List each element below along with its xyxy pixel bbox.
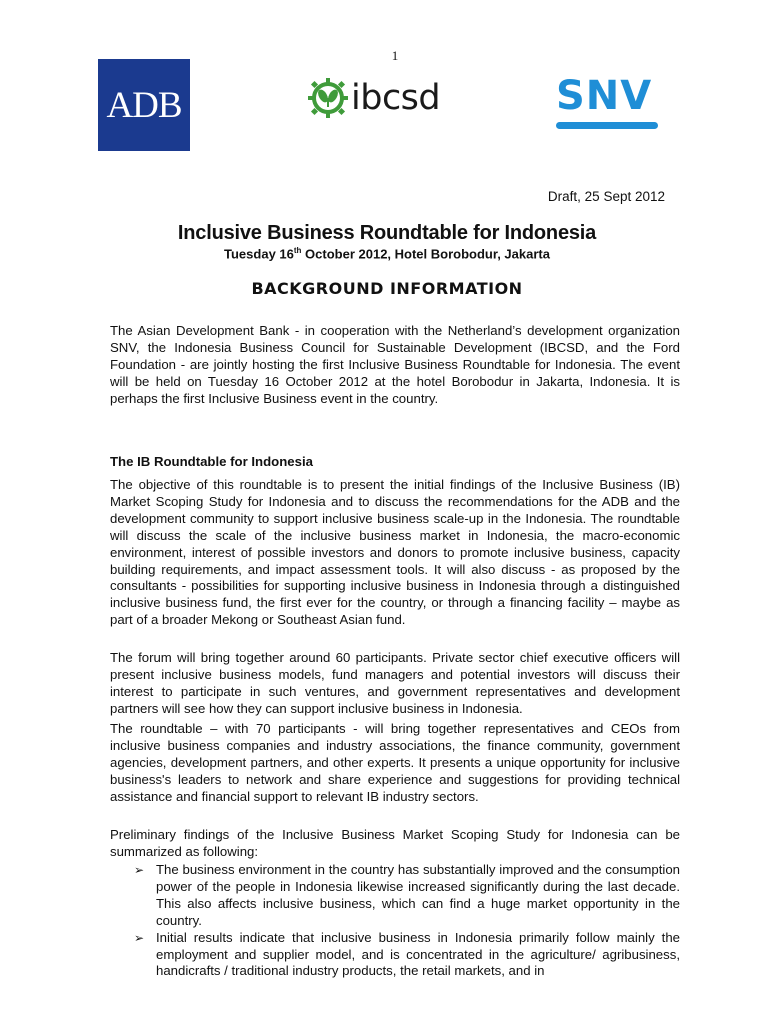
draft-date: Draft, 25 Sept 2012	[547, 189, 665, 204]
list-item-text: The business environment in the country has substantially improved and the consumption power of the people in Indonesia likewise increased significantly during the last decade. This also affects inclusive business, which can find a huge market opportunity in the country.	[156, 862, 680, 928]
event-details-ordinal: th	[293, 246, 302, 255]
snv-logo	[556, 74, 662, 129]
objective-paragraph: The objective of this roundtable is to present the initial findings of the Inclusive Business (IB) Market Scoping Study for Indonesia and to discuss the recommendations for the ADB and the development community to support inclusive business scale-up in the Indonesia. The roundtable will discuss the scale of the inclusive business market in Indonesia, the macro-economic environment, interest of possible investors and donors to promote inclusive business, capacity building requirements, and impact assessment tools. It will also discuss - as proposed by the consultants - possibilities for supporting inclusive business in Indonesia through a distinguished inclusive business fund, the first ever for the country, or through a financing facility – maybe as part of a broader Mekong or Southeast Asian fund.	[110, 477, 680, 628]
roundtable-paragraph: The roundtable – with 70 participants - will bring together representatives and CEOs from inclusive business companies and industry associations, the finance community, government agencies, development partners, and other experts. It presents a unique opportunity for inclusive business's leaders to network and share experience and suggestions for providing technical assistance and financial support to relevant IB industry sectors.	[110, 721, 680, 804]
arrow-bullet-icon: ➢	[134, 863, 145, 877]
list-item	[134, 862, 680, 930]
ibcsd-logo-text: ibcsd	[351, 78, 441, 118]
ib-roundtable-heading: The IB Roundtable for Indonesia	[110, 454, 313, 469]
list-item-text: Initial results indicate that inclusive business in Indonesia primarily follow mainly the employment and supplier model, and is concentrated in the agriculture/ agribusiness, handicrafts / traditional industry products, the retail markets, and in	[156, 929, 680, 979]
ibcsd-gear-leaf-icon	[306, 76, 350, 120]
snv-logo-text: SNV	[556, 73, 653, 119]
preliminary-findings-paragraph: Preliminary findings of the Inclusive Business Market Scoping Study for Indonesia can be summarized as following:	[110, 827, 680, 859]
ibcsd-logo	[306, 72, 440, 124]
arrow-bullet-icon: ➢	[134, 930, 145, 945]
findings-list	[134, 862, 680, 980]
list-item	[134, 930, 680, 981]
adb-logo-text: ADB	[106, 84, 182, 126]
event-details-suffix: October 2012, Hotel Borobodur, Jakarta	[301, 246, 550, 262]
document-title: Inclusive Business Roundtable for Indonesia	[177, 222, 597, 244]
event-details-prefix: Tuesday 16	[224, 246, 294, 262]
event-details	[0, 246, 768, 261]
adb-logo	[98, 59, 190, 151]
section-heading: BACKGROUND INFORMATION	[251, 279, 523, 298]
intro-paragraph: The Asian Development Bank - in cooperation with the Netherland’s development organization SNV, the Indonesia Business Council for Sustainable Development (IBCSD, and the Ford Foundation - are jointly hosting the first Inclusive Business Roundtable for Indonesia. The event will be held on Tuesday 16 October 2012 at the hotel Borobodur in Jakarta, Indonesia. It is perhaps the first Inclusive Business event in the country.	[110, 323, 680, 406]
page-number: 1	[391, 48, 399, 63]
snv-logo-underline	[556, 122, 658, 129]
forum-paragraph: The forum will bring together around 60 participants. Private sector chief executive officers will present inclusive business models, fund managers and potential investors will discuss their interest to participate in such ventures, and government representatives and development partners will see how they can support inclusive business in Indonesia.	[110, 650, 680, 716]
